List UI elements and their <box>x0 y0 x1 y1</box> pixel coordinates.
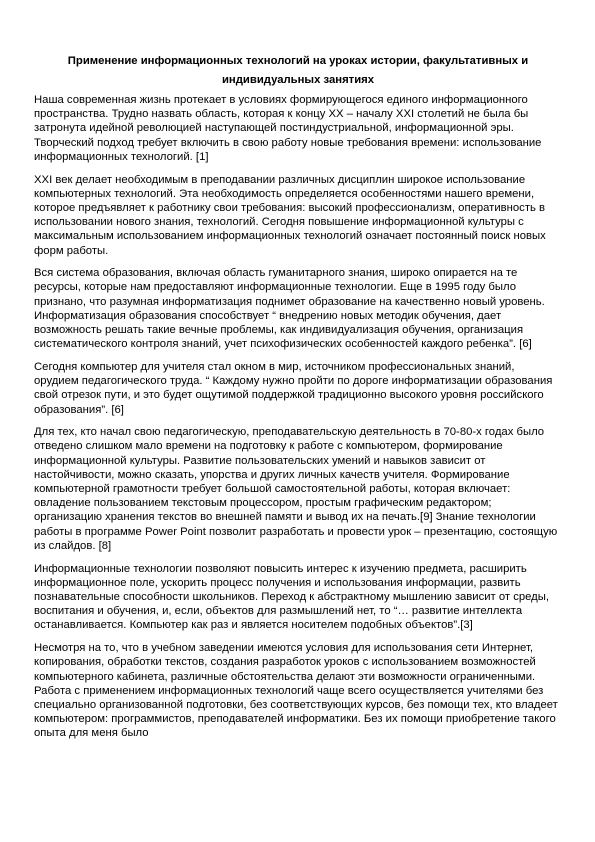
paragraph: Сегодня компьютер для учителя стал окном в мир, источником профессиональных знаний, орудием педагогического труда. “ Каждому нужно пройти по дороге информатизации образования свой отрезок пути, и это будет ощутимой поддержкой традиционно высокого уровня российского образования”. [6] <box>34 360 553 416</box>
document-title <box>34 52 562 90</box>
paragraph: Несмотря на то, что в учебном заведении имеются условия для использования сети Интернет, копирования, обработки текстов, создания разработок уроков с использованием возможностей компьютерного кабинета, различные обстоятельства делают эти возможности ограниченными. Работа с применением информационных технологий чаще всего осуществляется учителями без специально организованной подготовки, без соответствующих курсов, без помощи тех, кто владеет компьютером: программистов, преподавателей информатики. Без их помощи приобретение такого опыта для меня было <box>34 642 558 740</box>
paragraph: Информационные технологии позволяют повысить интерес к изучению предмета, расширить информационное поле, ускорить процесс получения и использования информации, развить познавательные способности школьников. Переход к абстрактному мышлению зависит от среды, воспитания и обучения, и, если, объектов для размышлений нет, то “… развитие интеллекта останавливается. Компьютер как раз и является носителем подобных объектов”.[3] <box>34 562 550 632</box>
paragraph: Для тех, кто начал свою педагогическую, преподавательскую деятельность в 70-80-х годах было отведено слишком мало времени на подготовку к работе с компьютером, формирование информационной культуры. Развитие пользовательских умений и навыков зависит от настойчивости, можно сказать, упорства и других личных качеств учителя. Формирование компьютерной грамотности требует большой самостоятельной работы, которая включает: овладение пользованием текстовым процессором, простым графическим редактором; организацию хранения текстов во внешней памяти и вывод их на печать.[9] Знание технологии работы в программе Power Point позволит разработать и провести урок – презентацию, состоящую из слайдов. [8] <box>34 426 558 552</box>
paragraph: Наша современная жизнь протекает в условиях формирующегося единого информационного пространства. Трудно назвать область, которая к концу XX – началу XXI столетий не была бы затронута идейной революцией наступающей постиндустриальной, информационной эры. Творческий подход требует включить в свою работу новые требования времени: использование информационных технологий. [1] <box>34 94 542 163</box>
document-page <box>34 52 562 749</box>
title-line: Применение информационных технологий на уроках истории, факультативных и <box>67 55 529 67</box>
title-line: индивидуальных занятиях <box>221 74 375 86</box>
paragraph: XXI век делает необходимым в преподавании различных дисциплин широкое использование компьютерных технологий. Эта необходимость определяется особенностями нашего времени, которое предъявляет к работнику свои требования: высокий профессионализм, оперативность в использовании нового знания, технологий. Сегодня повышение информационной культуры с максимальным использованием информационных технологий означает постоянный поиск новых форм работы. <box>34 173 546 257</box>
paragraph: Вся система образования, включая область гуманитарного знания, широко опирается на те ресурсы, которые нам предоставляют информационные технологии. Еще в 1995 году было признано, что разумная информатизация поднимет образование на качественно новый уровень. Информатизация образования способствует “ внедрению новых методик обучения, дает возможность решать такие вечные проблемы, как индивидуализация обучения, организация систематического контроля знаний, учет психофизических особенностей каждого ребенка”. [6] <box>34 267 545 351</box>
